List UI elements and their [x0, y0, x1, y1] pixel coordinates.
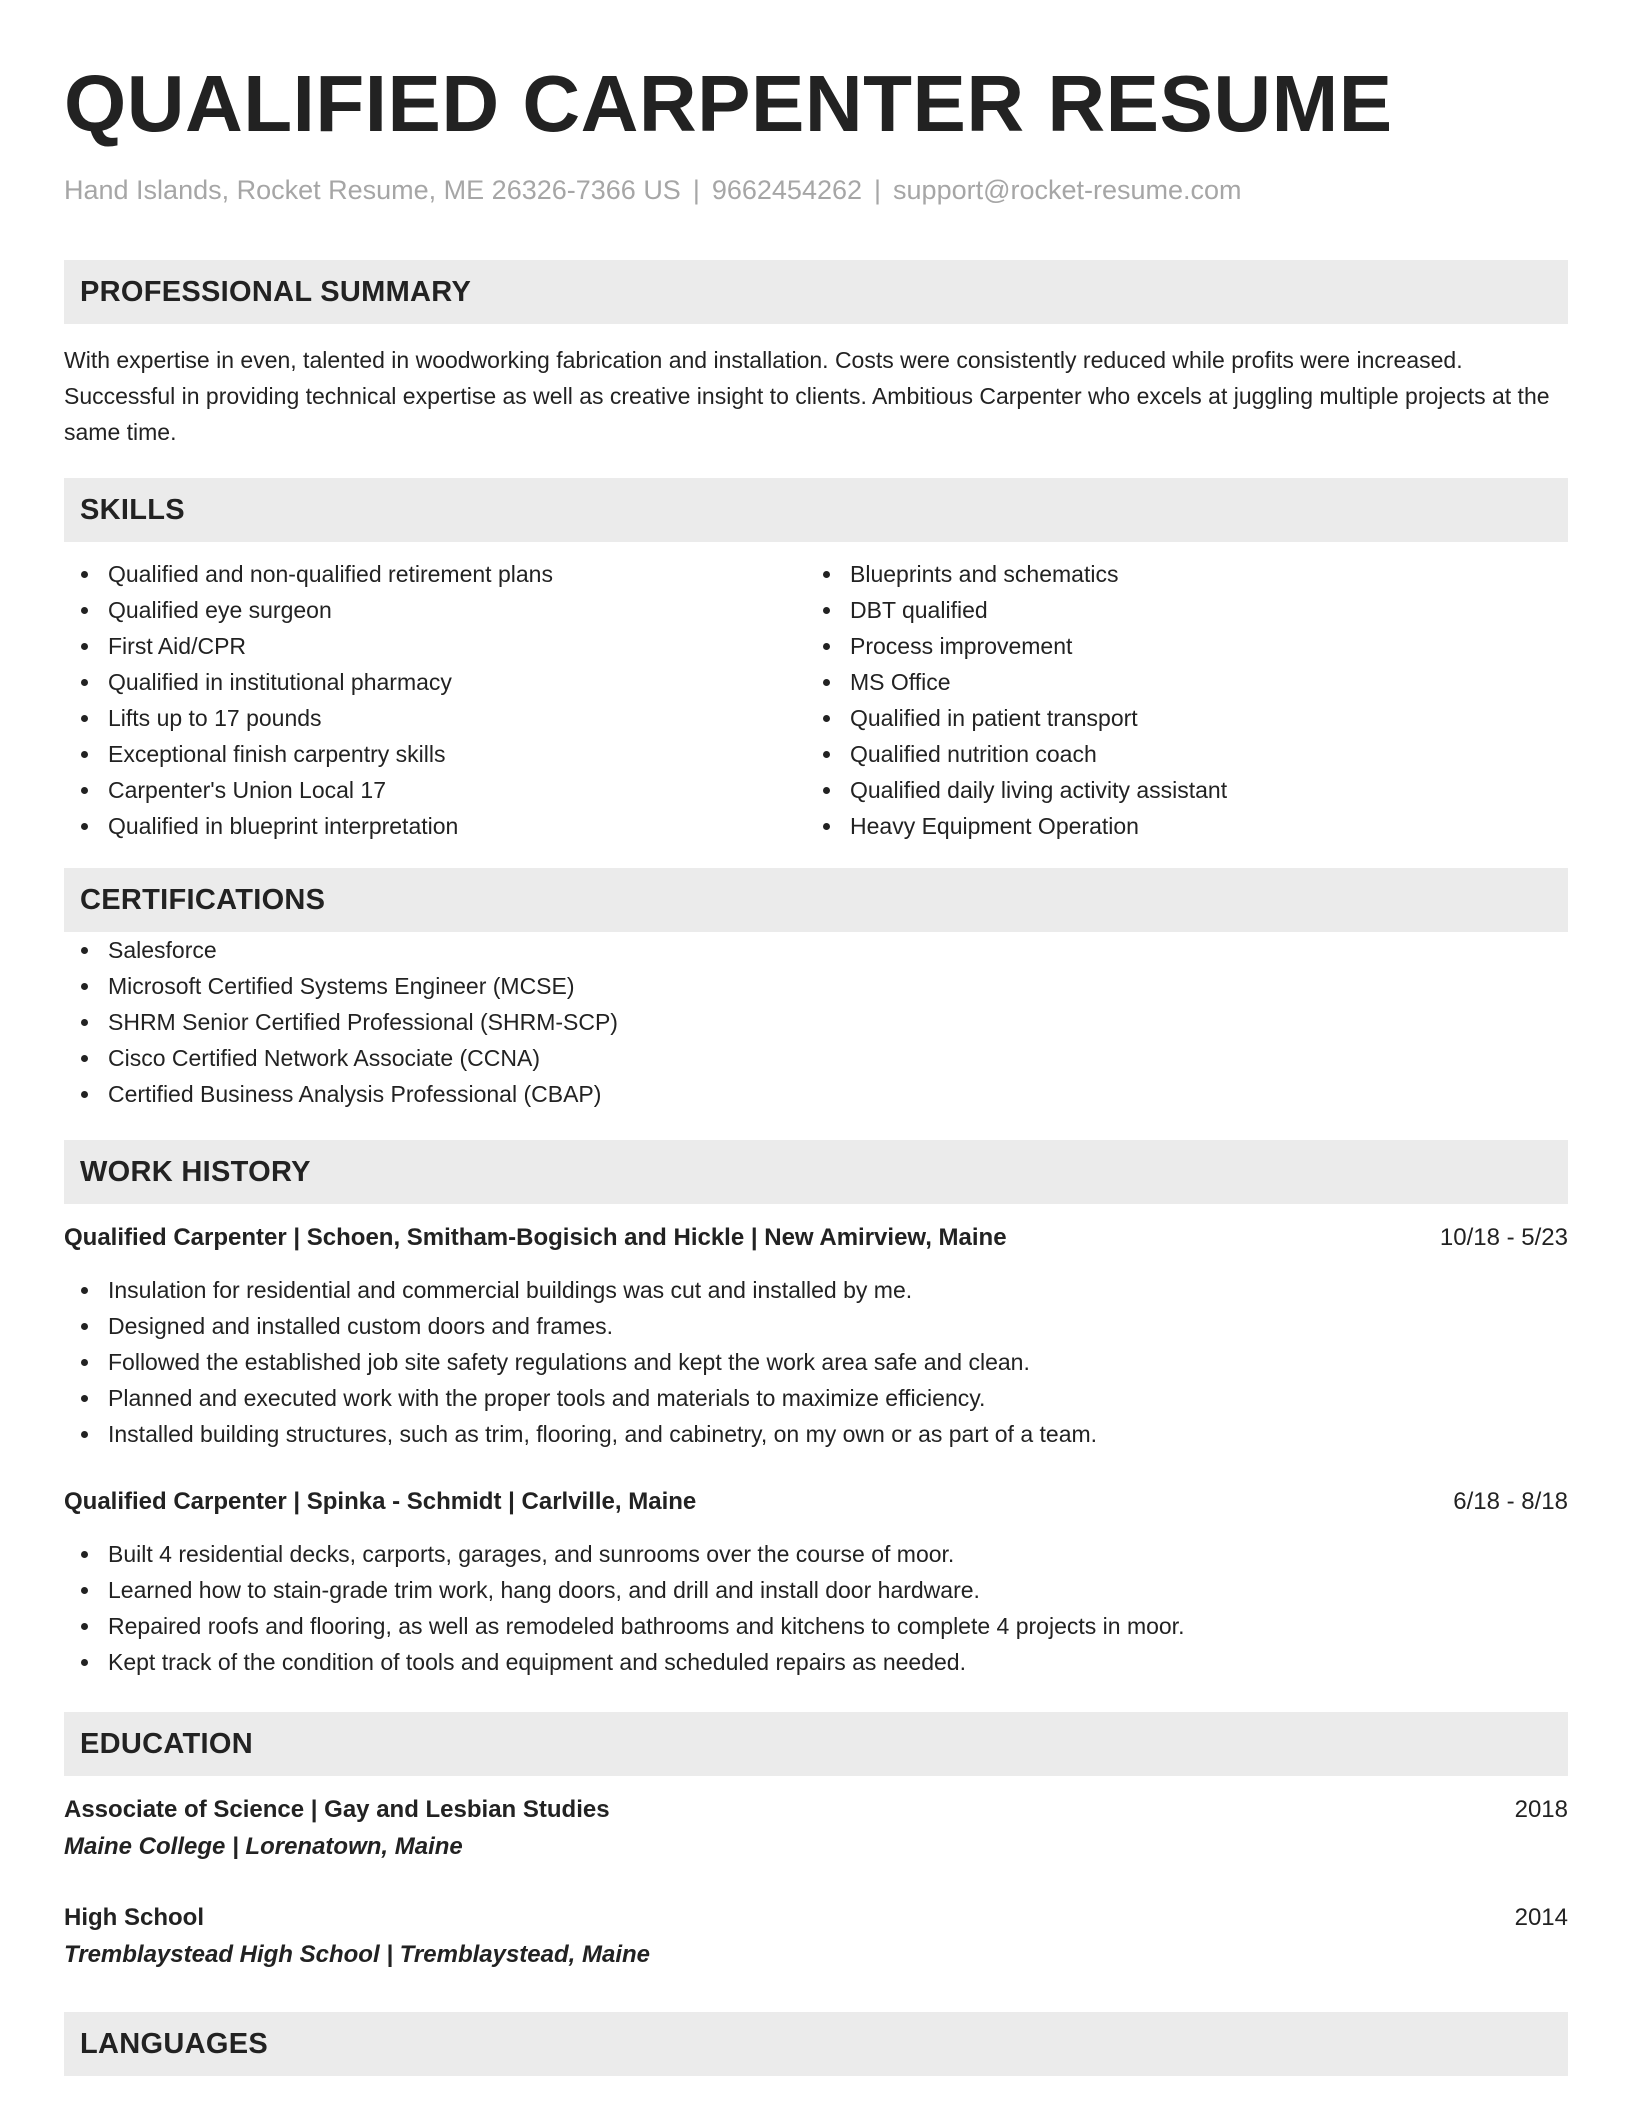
- skill-item: Qualified in institutional pharmacy: [64, 664, 806, 700]
- section-header-education: EDUCATION: [64, 1712, 1568, 1776]
- skill-item: Qualified and non-qualified retirement plans: [64, 556, 806, 592]
- skill-item: Carpenter's Union Local 17: [64, 772, 806, 808]
- education-year: 2014: [1514, 1904, 1568, 1931]
- summary-text: With expertise in even, talented in woodworking fabrication and installation. Costs were consistently reduced while profits were increased. Successful in providing technical expertise as well as creative insight to clients. Ambitious Carpenter who excels at juggling multiple projects at the same time.: [64, 347, 1550, 445]
- job-dates: 6/18 - 8/18: [1453, 1488, 1568, 1515]
- contact-email: support@rocket-resume.com: [893, 175, 1242, 205]
- section-header-work-history: WORK HISTORY: [64, 1140, 1568, 1204]
- job-title: Qualified Carpenter | Spinka - Schmidt | Carlville, Maine: [64, 1488, 697, 1515]
- skill-item: DBT qualified: [806, 592, 1548, 628]
- section-header-skills: SKILLS: [64, 478, 1568, 542]
- skill-item: Exceptional finish carpentry skills: [64, 736, 806, 772]
- skill-item: Blueprints and schematics: [806, 556, 1548, 592]
- contact-line: [64, 172, 1568, 208]
- job-entry: [64, 1220, 1568, 1452]
- job-heading-row: [64, 1220, 1568, 1256]
- job-bullet: Installed building structures, such as trim, flooring, and cabinetry, on my own or as part of a team.: [64, 1416, 1568, 1452]
- skill-item: Qualified in patient transport: [806, 700, 1548, 736]
- skills-list-left: [64, 556, 806, 844]
- job-bullet: Planned and executed work with the proper tools and materials to maximize efficiency.: [64, 1380, 1568, 1416]
- job-bullet: Designed and installed custom doors and frames.: [64, 1308, 1568, 1344]
- job-bullet: Insulation for residential and commercial buildings was cut and installed by me.: [64, 1272, 1568, 1308]
- education-degree: Associate of Science | Gay and Lesbian Studies: [64, 1796, 610, 1823]
- education-year: 2018: [1514, 1796, 1568, 1823]
- contact-separator: |: [874, 175, 882, 205]
- education-heading-row: [64, 1900, 1568, 1936]
- skill-item: Process improvement: [806, 628, 1548, 664]
- education-degree: High School: [64, 1904, 204, 1931]
- education-school: Maine College | Lorenatown, Maine: [64, 1833, 463, 1860]
- skills-columns: [64, 556, 1568, 844]
- job-heading-row: [64, 1484, 1568, 1520]
- contact-address: Hand Islands, Rocket Resume, ME 26326-7366 US: [64, 175, 681, 205]
- job-bullet: Learned how to stain-grade trim work, hang doors, and drill and install door hardware.: [64, 1572, 1568, 1608]
- section-header-languages: LANGUAGES: [64, 2012, 1568, 2076]
- education-entry: [64, 1792, 1568, 1866]
- education-heading-row: [64, 1792, 1568, 1828]
- job-bullet: Followed the established job site safety regulations and kept the work area safe and clean.: [64, 1344, 1568, 1380]
- skill-item: Qualified nutrition coach: [806, 736, 1548, 772]
- skill-item: MS Office: [806, 664, 1548, 700]
- job-bullet: Built 4 residential decks, carports, garages, and sunrooms over the course of moor.: [64, 1536, 1568, 1572]
- skill-item: Lifts up to 17 pounds: [64, 700, 806, 736]
- contact-phone: 9662454262: [711, 175, 863, 205]
- certification-item: SHRM Senior Certified Professional (SHRM-SCP): [64, 1004, 1568, 1040]
- skills-list-right: [806, 556, 1548, 844]
- section-header-certifications: CERTIFICATIONS: [64, 868, 1568, 932]
- skill-item: Qualified in blueprint interpretation: [64, 808, 806, 844]
- job-bullet: Kept track of the condition of tools and equipment and scheduled repairs as needed.: [64, 1644, 1568, 1680]
- job-bullets: [64, 1272, 1568, 1452]
- certification-item: Microsoft Certified Systems Engineer (MCSE): [64, 968, 1568, 1004]
- certifications-list: [64, 932, 1568, 1112]
- certification-item: Certified Business Analysis Professional (CBAP): [64, 1076, 1568, 1112]
- skill-item: Qualified eye surgeon: [64, 592, 806, 628]
- skill-item: Heavy Equipment Operation: [806, 808, 1548, 844]
- job-bullets: [64, 1536, 1568, 1680]
- education-entry: [64, 1900, 1568, 1974]
- job-dates: 10/18 - 5/23: [1439, 1224, 1568, 1251]
- education-school: Tremblaystead High School | Tremblaystead, Maine: [64, 1941, 651, 1968]
- section-header-summary: PROFESSIONAL SUMMARY: [64, 260, 1568, 324]
- job-bullet: Repaired roofs and flooring, as well as remodeled bathrooms and kitchens to complete 4 projects in moor.: [64, 1608, 1568, 1644]
- resume-title: QUALIFIED CARPENTER RESUME: [64, 59, 1393, 148]
- job-entry: [64, 1484, 1568, 1680]
- contact-separator: |: [692, 175, 700, 205]
- skill-item: First Aid/CPR: [64, 628, 806, 664]
- skill-item: Qualified daily living activity assistant: [806, 772, 1548, 808]
- job-title: Qualified Carpenter | Schoen, Smitham-Bogisich and Hickle | New Amirview, Maine: [64, 1224, 1007, 1251]
- certification-item: Cisco Certified Network Associate (CCNA): [64, 1040, 1568, 1076]
- certification-item: Salesforce: [64, 932, 1568, 968]
